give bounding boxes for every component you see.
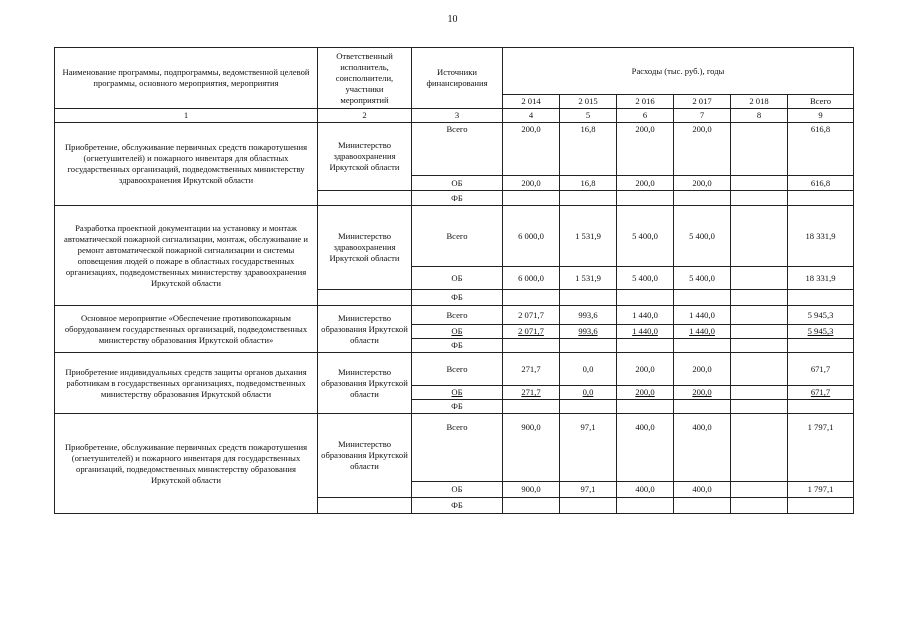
source-label: Всего <box>412 206 503 267</box>
value-cell <box>731 206 788 267</box>
year-cell: 2 015 <box>560 95 617 109</box>
table-row <box>55 306 854 325</box>
value-cell: 2 071,7 <box>503 325 560 339</box>
value-cell <box>731 482 788 498</box>
value-cell: 18 331,9 <box>788 206 854 267</box>
value-cell <box>731 414 788 482</box>
value-cell: 0,0 <box>560 386 617 400</box>
value-cell: 2 071,7 <box>503 306 560 325</box>
value-cell: 5 400,0 <box>674 267 731 290</box>
value-cell: 671,7 <box>788 353 854 386</box>
measure-name: Приобретение, обслуживание первичных средств пожаротушения (огнетушителей) и пожарного инвентаря для государственных организаций, подведомственных министерству образования Иркутской области <box>55 414 318 514</box>
column-number: 3 <box>412 109 503 123</box>
source-label: ОБ <box>412 386 503 400</box>
measure-name: Приобретение индивидуальных средств защиты органов дыхания работникам в государственных организациях, подведомственных министерству образования Иркутской области <box>55 353 318 414</box>
value-cell: 200,0 <box>674 123 731 176</box>
value-cell: 16,8 <box>560 123 617 176</box>
value-cell: 400,0 <box>674 414 731 482</box>
source-label: Всего <box>412 306 503 325</box>
column-number: 6 <box>617 109 674 123</box>
value-cell: 5 400,0 <box>617 206 674 267</box>
value-cell: 993,6 <box>560 306 617 325</box>
source-label: ОБ <box>412 325 503 339</box>
table-row <box>55 353 854 386</box>
responsible-executor: Министерство образования Иркутской области <box>318 306 412 353</box>
value-cell: 200,0 <box>617 123 674 176</box>
source-label: ФБ <box>412 191 503 206</box>
value-cell: 6 000,0 <box>503 267 560 290</box>
source-label: Всего <box>412 123 503 176</box>
value-cell: 200,0 <box>674 353 731 386</box>
value-cell: 900,0 <box>503 414 560 482</box>
year-cell: 2 016 <box>617 95 674 109</box>
source-label: Всего <box>412 353 503 386</box>
column-number: 7 <box>674 109 731 123</box>
header-name: Наименование программы, подпрограммы, ведомственной целевой программы, основного мероприятия, мероприятия <box>55 48 318 109</box>
responsible-executor: Министерство образования Иркутской области <box>318 353 412 414</box>
column-number: 8 <box>731 109 788 123</box>
measure-name: Приобретение, обслуживание первичных средств пожаротушения (огнетушителей) и пожарного инвентаря для областных государственных организаций, подведомственных министерству здравоохранения Иркутской области <box>55 123 318 206</box>
value-cell: 616,8 <box>788 123 854 176</box>
responsible-executor: Министерство здравоохранения Иркутской области <box>318 123 412 191</box>
column-number: 2 <box>318 109 412 123</box>
year-cell: 2 017 <box>674 95 731 109</box>
value-cell <box>731 176 788 191</box>
source-label: ФБ <box>412 400 503 414</box>
source-label: Всего <box>412 414 503 482</box>
header-sources: Источники финансирования <box>412 48 503 109</box>
column-number: 5 <box>560 109 617 123</box>
value-cell: 16,8 <box>560 176 617 191</box>
value-cell: 400,0 <box>617 482 674 498</box>
value-cell: 616,8 <box>788 176 854 191</box>
value-cell: 1 531,9 <box>560 267 617 290</box>
value-cell: 5 400,0 <box>617 267 674 290</box>
measure-name: Разработка проектной документации на установку и монтаж автоматической пожарной сигнализации, монтаж, обслуживание и ремонт автоматической пожарной сигнализации и системы оповещения людей о пожаре в областных государственных организациях, подведомственных министерству здравоохранения Иркутской области <box>55 206 318 306</box>
year-cell: Всего <box>788 95 854 109</box>
value-cell: 400,0 <box>617 414 674 482</box>
source-label: ФБ <box>412 498 503 514</box>
value-cell: 1 531,9 <box>560 206 617 267</box>
source-label: ФБ <box>412 339 503 353</box>
responsible-executor: Министерство здравоохранения Иркутской области <box>318 206 412 290</box>
measure-name: Основное мероприятие «Обеспечение противопожарным оборудованием государственных организаций, подведомственных министерству образования Иркутской области» <box>55 306 318 353</box>
value-cell: 1 440,0 <box>674 325 731 339</box>
header-responsible: Ответственный исполнитель, соисполнители, участники мероприятий <box>318 48 412 109</box>
value-cell: 400,0 <box>674 482 731 498</box>
source-label: ОБ <box>412 267 503 290</box>
value-cell: 200,0 <box>503 123 560 176</box>
header-expenses: Расходы (тыс. руб.), годы <box>503 48 854 95</box>
column-number: 1 <box>55 109 318 123</box>
value-cell: 5 945,3 <box>788 325 854 339</box>
value-cell: 97,1 <box>560 482 617 498</box>
value-cell: 1 440,0 <box>674 306 731 325</box>
page-number: 10 <box>447 14 458 25</box>
source-label: ОБ <box>412 482 503 498</box>
value-cell <box>731 386 788 400</box>
value-cell <box>731 353 788 386</box>
year-cell: 2 018 <box>731 95 788 109</box>
value-cell: 200,0 <box>617 353 674 386</box>
value-cell: 271,7 <box>503 353 560 386</box>
column-numbers-row <box>55 109 854 123</box>
value-cell: 18 331,9 <box>788 267 854 290</box>
value-cell: 671,7 <box>788 386 854 400</box>
year-cell: 2 014 <box>503 95 560 109</box>
value-cell: 6 000,0 <box>503 206 560 267</box>
value-cell <box>731 306 788 325</box>
value-cell: 200,0 <box>674 176 731 191</box>
table-row <box>55 414 854 482</box>
source-label: ОБ <box>412 176 503 191</box>
value-cell: 200,0 <box>617 176 674 191</box>
value-cell <box>731 267 788 290</box>
value-cell: 200,0 <box>617 386 674 400</box>
value-cell: 97,1 <box>560 414 617 482</box>
source-label: ФБ <box>412 290 503 306</box>
value-cell: 1 797,1 <box>788 482 854 498</box>
value-cell: 5 400,0 <box>674 206 731 267</box>
value-cell: 900,0 <box>503 482 560 498</box>
value-cell: 5 945,3 <box>788 306 854 325</box>
value-cell: 0,0 <box>560 353 617 386</box>
column-number: 9 <box>788 109 854 123</box>
value-cell: 271,7 <box>503 386 560 400</box>
column-number: 4 <box>503 109 560 123</box>
responsible-executor: Министерство образования Иркутской области <box>318 414 412 498</box>
value-cell <box>731 325 788 339</box>
value-cell: 993,6 <box>560 325 617 339</box>
value-cell: 200,0 <box>503 176 560 191</box>
header-row <box>55 48 854 95</box>
value-cell: 1 797,1 <box>788 414 854 482</box>
budget-table <box>54 47 854 514</box>
value-cell: 1 440,0 <box>617 325 674 339</box>
table-row <box>55 123 854 176</box>
table-row <box>55 206 854 267</box>
value-cell: 1 440,0 <box>617 306 674 325</box>
value-cell <box>731 123 788 176</box>
value-cell: 200,0 <box>674 386 731 400</box>
